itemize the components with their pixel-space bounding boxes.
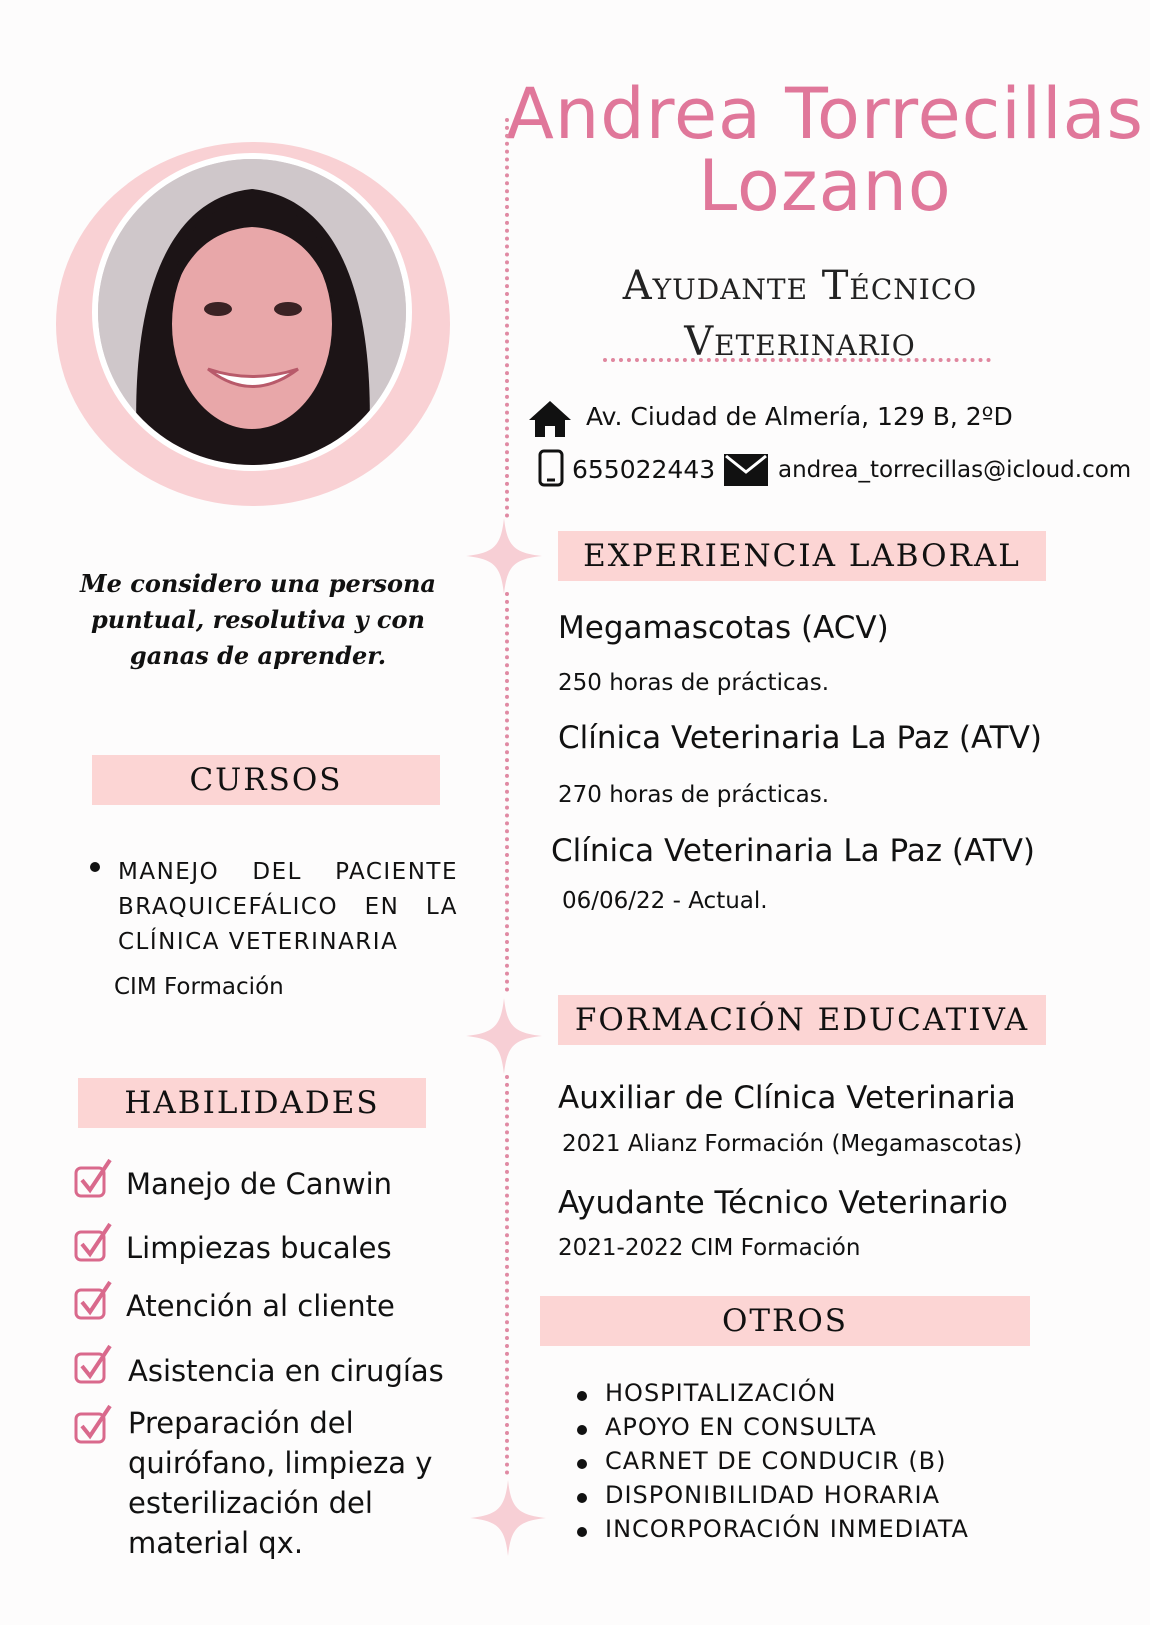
personal-statement: Me considero una persona puntual, resolutiva y con ganas de aprender.: [80, 569, 436, 670]
checkbox-icon: [74, 1158, 112, 1200]
vertical-divider: [505, 118, 509, 518]
job-detail: 06/06/22 - Actual.: [562, 888, 768, 914]
vertical-divider: [505, 592, 509, 992]
education-title: Auxiliar de Clínica Veterinaria: [558, 1080, 1016, 1116]
otros-item: INCORPORACIÓN INMEDIATA: [605, 1515, 969, 1543]
phone-icon: [538, 449, 564, 487]
otros-item: CARNET DE CONDUCIR (B): [605, 1447, 947, 1475]
otros-item: HOSPITALIZACIÓN: [605, 1379, 837, 1407]
name-line-1: Andrea Torrecillas: [506, 73, 1144, 155]
skill-item: Manejo de Canwin: [126, 1167, 393, 1201]
candidate-name: [505, 73, 1145, 227]
bullet: [90, 862, 100, 872]
cursos-header: CURSOS: [92, 755, 440, 805]
bullet: [577, 1527, 587, 1537]
job-detail: 270 horas de prácticas.: [558, 782, 830, 808]
otros-item: DISPONIBILIDAD HORARIA: [605, 1481, 940, 1509]
skill-item: Atención al cliente: [126, 1289, 395, 1323]
home-icon: [528, 400, 572, 438]
mail-icon: [724, 454, 768, 486]
bullet: [577, 1391, 587, 1401]
experiencia-header: EXPERIENCIA LABORAL: [558, 531, 1046, 581]
address-text: Av. Ciudad de Almería, 129 B, 2ºD: [586, 402, 1013, 431]
bullet: [577, 1425, 587, 1435]
formacion-header: FORMACIÓN EDUCATIVA: [558, 995, 1046, 1045]
job-title-line-1: Ayudante Técnico: [622, 263, 978, 309]
sparkle-icon: [466, 518, 542, 594]
education-title: Ayudante Técnico Veterinario: [558, 1185, 1008, 1221]
phone-text: 655022443: [572, 455, 716, 484]
skill-item: Asistencia en cirugías: [128, 1354, 444, 1388]
checkbox-icon: [74, 1280, 112, 1322]
course-title: MANEJO DEL PACIENTE BRAQUICEFÁLICO EN LA CLÍNICA VETERINARIA: [118, 859, 458, 955]
skill-item: Limpiezas bucales: [126, 1231, 392, 1265]
skill-item: Preparación del quirófano, limpieza y esterilización del material qx.: [128, 1406, 433, 1560]
checkbox-icon: [74, 1404, 112, 1446]
profile-photo: [92, 153, 412, 471]
name-line-2: Lozano: [698, 145, 952, 227]
email-text: andrea_torrecillas@icloud.com: [778, 457, 1132, 483]
otros-header: OTROS: [540, 1296, 1030, 1346]
job-title-line-2: Veterinario: [684, 319, 916, 365]
bullet: [577, 1459, 587, 1469]
bullet: [577, 1493, 587, 1503]
course-provider: CIM Formación: [114, 974, 284, 1000]
job-title-entry: Megamascotas (ACV): [558, 610, 889, 646]
habilidades-header: HABILIDADES: [78, 1078, 426, 1128]
checkbox-icon: [74, 1344, 112, 1386]
vertical-divider: [505, 1075, 509, 1475]
job-title-entry: Clínica Veterinaria La Paz (ATV): [558, 720, 1043, 756]
checkbox-icon: [74, 1222, 112, 1264]
job-title-entry: Clínica Veterinaria La Paz (ATV): [551, 833, 1036, 869]
education-detail: 2021-2022 CIM Formación: [558, 1235, 861, 1261]
job-title: [560, 258, 1040, 370]
job-detail: 250 horas de prácticas.: [558, 670, 830, 696]
title-divider: [603, 358, 991, 362]
sparkle-icon: [466, 998, 542, 1074]
sparkle-icon: [470, 1480, 546, 1556]
education-detail: 2021 Alianz Formación (Megamascotas): [562, 1131, 1023, 1157]
otros-item: APOYO EN CONSULTA: [605, 1413, 877, 1441]
